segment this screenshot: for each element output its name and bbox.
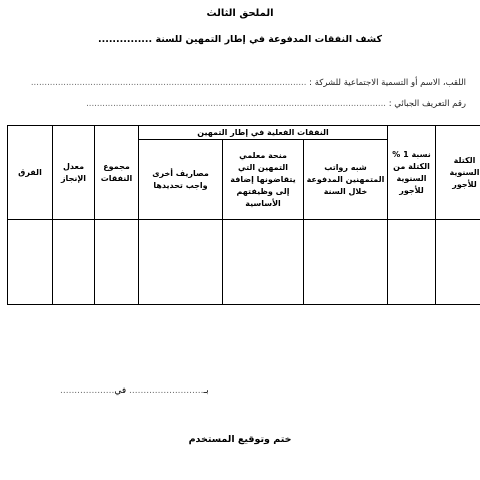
company-name-blank: ...................................................................................................... bbox=[30, 78, 307, 88]
place-prefix: بـ bbox=[203, 386, 209, 396]
column-header-master-bonus: منحة معلمي التمهين التي يتقاضونها إضافة إلى وظيفتهم الأساسية bbox=[223, 140, 304, 220]
employer-signature-label: ختم وتوقيع المستخدم bbox=[188, 434, 292, 445]
table-row bbox=[8, 220, 480, 305]
column-header-total-expenses: مجموع النفقات bbox=[95, 126, 139, 220]
date-blank: ................... bbox=[60, 386, 115, 396]
column-header-difference: الفرق bbox=[8, 126, 53, 220]
document-title: كشف النفقات المدفوعة في إطار التمهين للسنة ............... bbox=[98, 34, 382, 45]
place-blank: .......................... bbox=[129, 386, 204, 396]
place-date-line bbox=[60, 386, 209, 396]
column-header-other-expenses: مصاريف أخرى واجب تحديدها bbox=[139, 140, 223, 220]
column-header-apprentice-wages: شبه رواتب المتمهنين المدفوعة خلال السنة bbox=[304, 140, 388, 220]
annex-title: الملحق الثالث bbox=[206, 8, 274, 19]
column-header-annual-payroll: الكتلة السنوية للأجور bbox=[436, 126, 480, 220]
column-header-one-percent: نسبة 1 % الكتلة من السنوية للأجور bbox=[388, 126, 436, 220]
table-cell[interactable] bbox=[139, 220, 223, 305]
table-cell[interactable] bbox=[8, 220, 53, 305]
table-cell[interactable] bbox=[436, 220, 480, 305]
company-name-label: اللقب، الاسم أو التسمية الاجتماعية للشركة : bbox=[309, 78, 466, 88]
table-cell[interactable] bbox=[223, 220, 304, 305]
company-name-field bbox=[4, 78, 466, 88]
table-cell[interactable] bbox=[388, 220, 436, 305]
expenses-table bbox=[7, 125, 480, 305]
group-header-actual-expenses: النفقات الفعلية في إطار التمهين bbox=[139, 126, 388, 140]
tax-id-blank: ............................................................................................................... bbox=[86, 99, 386, 109]
date-prefix: في bbox=[114, 386, 127, 396]
table-cell[interactable] bbox=[304, 220, 388, 305]
tax-id-field bbox=[4, 99, 466, 109]
column-header-completion-rate: معدل الإنجاز bbox=[53, 126, 95, 220]
table-cell[interactable] bbox=[95, 220, 139, 305]
tax-id-label: رقم التعريف الجبائي : bbox=[388, 99, 466, 109]
table-cell[interactable] bbox=[53, 220, 95, 305]
